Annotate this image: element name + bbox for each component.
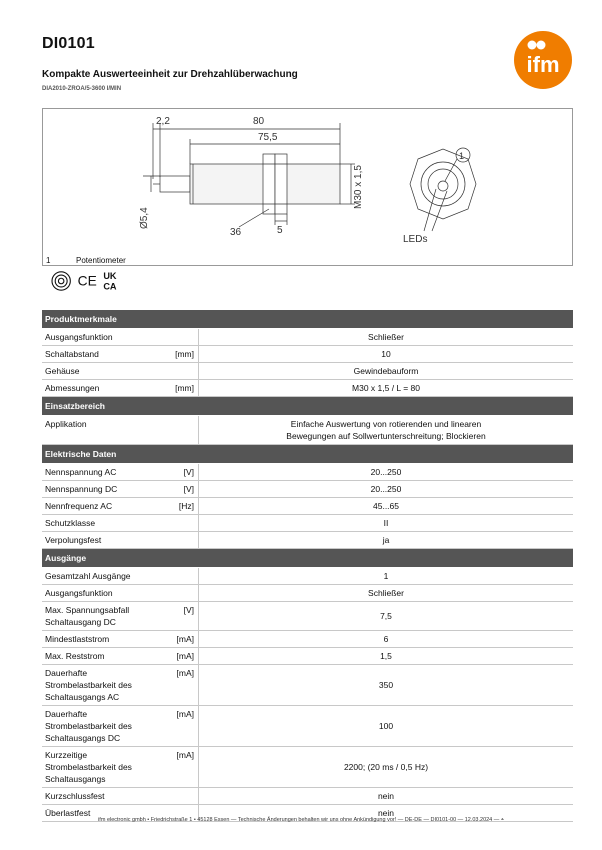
certification-marks: [46, 270, 146, 292]
spec-value: 100: [199, 706, 574, 747]
section-header: [42, 445, 573, 464]
footer-mark: ⩡: [500, 817, 504, 823]
spec-row: [42, 568, 573, 585]
spec-name: Ausgangsfunktion: [42, 585, 167, 602]
spec-unit: [167, 515, 199, 532]
spec-row: [42, 602, 573, 631]
dim-thread-spec: M30 x 1,5: [353, 165, 364, 209]
spec-value: 20...250: [199, 464, 574, 481]
spec-value: 1: [199, 568, 574, 585]
legend-label: Potentiometer: [76, 256, 126, 265]
spec-name: Schutzklasse: [42, 515, 167, 532]
logo-dot: [537, 41, 546, 50]
spec-name: Dauerhafte Strombelastbarkeit des Schaltausgangs AC: [42, 665, 167, 706]
spec-unit: [mA]: [167, 665, 199, 706]
spec-name: Schaltabstand: [42, 346, 167, 363]
ukca-mark-bottom: CA: [103, 281, 117, 292]
callout-number: 1: [459, 151, 465, 161]
spec-row: [42, 329, 573, 346]
spec-row: [42, 631, 573, 648]
spec-name: Kurzschlussfest: [42, 788, 167, 805]
dimension-drawing: [42, 108, 573, 266]
spec-value: nein: [199, 788, 574, 805]
spec-unit: [167, 788, 199, 805]
drawing-canvas: [43, 109, 572, 265]
spec-unit: [167, 532, 199, 549]
spec-row: [42, 346, 573, 363]
spec-unit: [V]: [167, 602, 199, 631]
spec-value: 350: [199, 665, 574, 706]
spec-unit: [mA]: [167, 747, 199, 788]
spec-row: [42, 665, 573, 706]
spec-value: ja: [199, 532, 574, 549]
spec-row: [42, 380, 573, 397]
spec-value: 45...65: [199, 498, 574, 515]
spec-name: Überlastfest: [42, 805, 167, 822]
spec-name: Dauerhafte Strombelastbarkeit des Schaltausgangs DC: [42, 706, 167, 747]
page-title: DI0101: [42, 35, 95, 52]
dim-total: 80: [253, 116, 265, 127]
spec-name: Nennspannung DC: [42, 481, 167, 498]
dim-front: 2,2: [156, 116, 170, 127]
section-title: Produktmerkmale: [42, 310, 573, 329]
spec-name: Max. Reststrom: [42, 648, 167, 665]
product-subtitle: Kompakte Auswerteeinheit zur Drehzahlüberwachung: [42, 69, 298, 80]
article-code: DIA2010-ZROA/5-3600 I/MIN: [42, 86, 122, 92]
cable-stub: [160, 176, 190, 192]
spec-value: II: [199, 515, 574, 532]
spec-unit: [167, 363, 199, 380]
section-title: Ausgänge: [42, 549, 573, 568]
end-view-hex: [410, 149, 476, 219]
legend-number: 1: [46, 256, 51, 265]
spec-unit: [Hz]: [167, 498, 199, 515]
spec-unit: [mA]: [167, 706, 199, 747]
footer-text: ifm electronic gmbh • Friedrichstraße 1 • 45128 Essen — Technische Änderungen behalten wir uns ohne Ankündigung vor! — DE-DE — DI0101-00 — 12.03.2024 —: [98, 817, 500, 823]
spec-unit: [V]: [167, 464, 199, 481]
spec-value: 10: [199, 346, 574, 363]
logo-text: ifm: [526, 52, 560, 77]
spec-unit: [mm]: [167, 380, 199, 397]
spec-name: Gehäuse: [42, 363, 167, 380]
spec-row: [42, 585, 573, 602]
spec-row: [42, 363, 573, 380]
spec-unit: [167, 568, 199, 585]
spec-name: Ausgangsfunktion: [42, 329, 167, 346]
footer: [0, 817, 602, 824]
spec-value: Gewindebauform: [199, 363, 574, 380]
section-title: Elektrische Daten: [42, 445, 573, 464]
spec-row: [42, 498, 573, 515]
spec-name: Gesamtzahl Ausgänge: [42, 568, 167, 585]
spec-name: Nennfrequenz AC: [42, 498, 167, 515]
spec-table: [42, 310, 573, 822]
spec-unit: [167, 329, 199, 346]
spec-name: Max. Spannungsabfall Schaltausgang DC: [42, 602, 167, 631]
spec-row: [42, 515, 573, 532]
logo-dot: [528, 41, 537, 50]
spec-row: [42, 532, 573, 549]
section-header: [42, 549, 573, 568]
spec-unit: [V]: [167, 481, 199, 498]
spec-value: 1,5: [199, 648, 574, 665]
spec-name: Abmessungen: [42, 380, 167, 397]
ce-mark: CE: [77, 273, 97, 289]
spec-name: Kurzzeitige Strombelastbarkeit des Schaltausgangs: [42, 747, 167, 788]
leds-label: LEDs: [403, 234, 428, 245]
spec-value: 2200; (20 ms / 0,5 Hz): [199, 747, 574, 788]
spec-row: [42, 747, 573, 788]
spec-name: Applikation: [42, 416, 167, 445]
spec-value: 20...250: [199, 481, 574, 498]
dim-wrench: 36: [230, 227, 242, 238]
nut-right: [275, 154, 287, 214]
spec-row: [42, 706, 573, 747]
spec-row: [42, 481, 573, 498]
spec-value: nein: [199, 805, 574, 822]
spec-value: Schließer: [199, 585, 574, 602]
spec-unit: [167, 585, 199, 602]
ukca-mark-top: UK: [103, 271, 117, 282]
spec-name: Nennspannung AC: [42, 464, 167, 481]
spec-row: [42, 788, 573, 805]
spec-row: [42, 416, 573, 445]
spec-unit: [167, 416, 199, 445]
spec-unit: [mm]: [167, 346, 199, 363]
spec-unit: [mA]: [167, 648, 199, 665]
spec-value: Einfache Auswertung von rotierenden und linearen Bewegungen auf Sollwertunterschreitung; Blockieren: [199, 416, 574, 445]
spec-value: 7,5: [199, 602, 574, 631]
spec-row: [42, 464, 573, 481]
spec-row: [42, 648, 573, 665]
dim-thread: 75,5: [258, 132, 278, 143]
section-title: Einsatzbereich: [42, 397, 573, 416]
spec-unit: [mA]: [167, 631, 199, 648]
spec-name: Mindestlaststrom: [42, 631, 167, 648]
ifm-logo: [514, 31, 572, 89]
dim-nut: 5: [277, 225, 283, 236]
dim-diameter: Ø5,4: [139, 207, 150, 229]
spec-value: 6: [199, 631, 574, 648]
section-header: [42, 310, 573, 329]
spec-value: M30 x 1,5 / L = 80: [199, 380, 574, 397]
spec-value: Schließer: [199, 329, 574, 346]
spec-name: Verpolungsfest: [42, 532, 167, 549]
section-header: [42, 397, 573, 416]
nut-left: [263, 154, 275, 214]
